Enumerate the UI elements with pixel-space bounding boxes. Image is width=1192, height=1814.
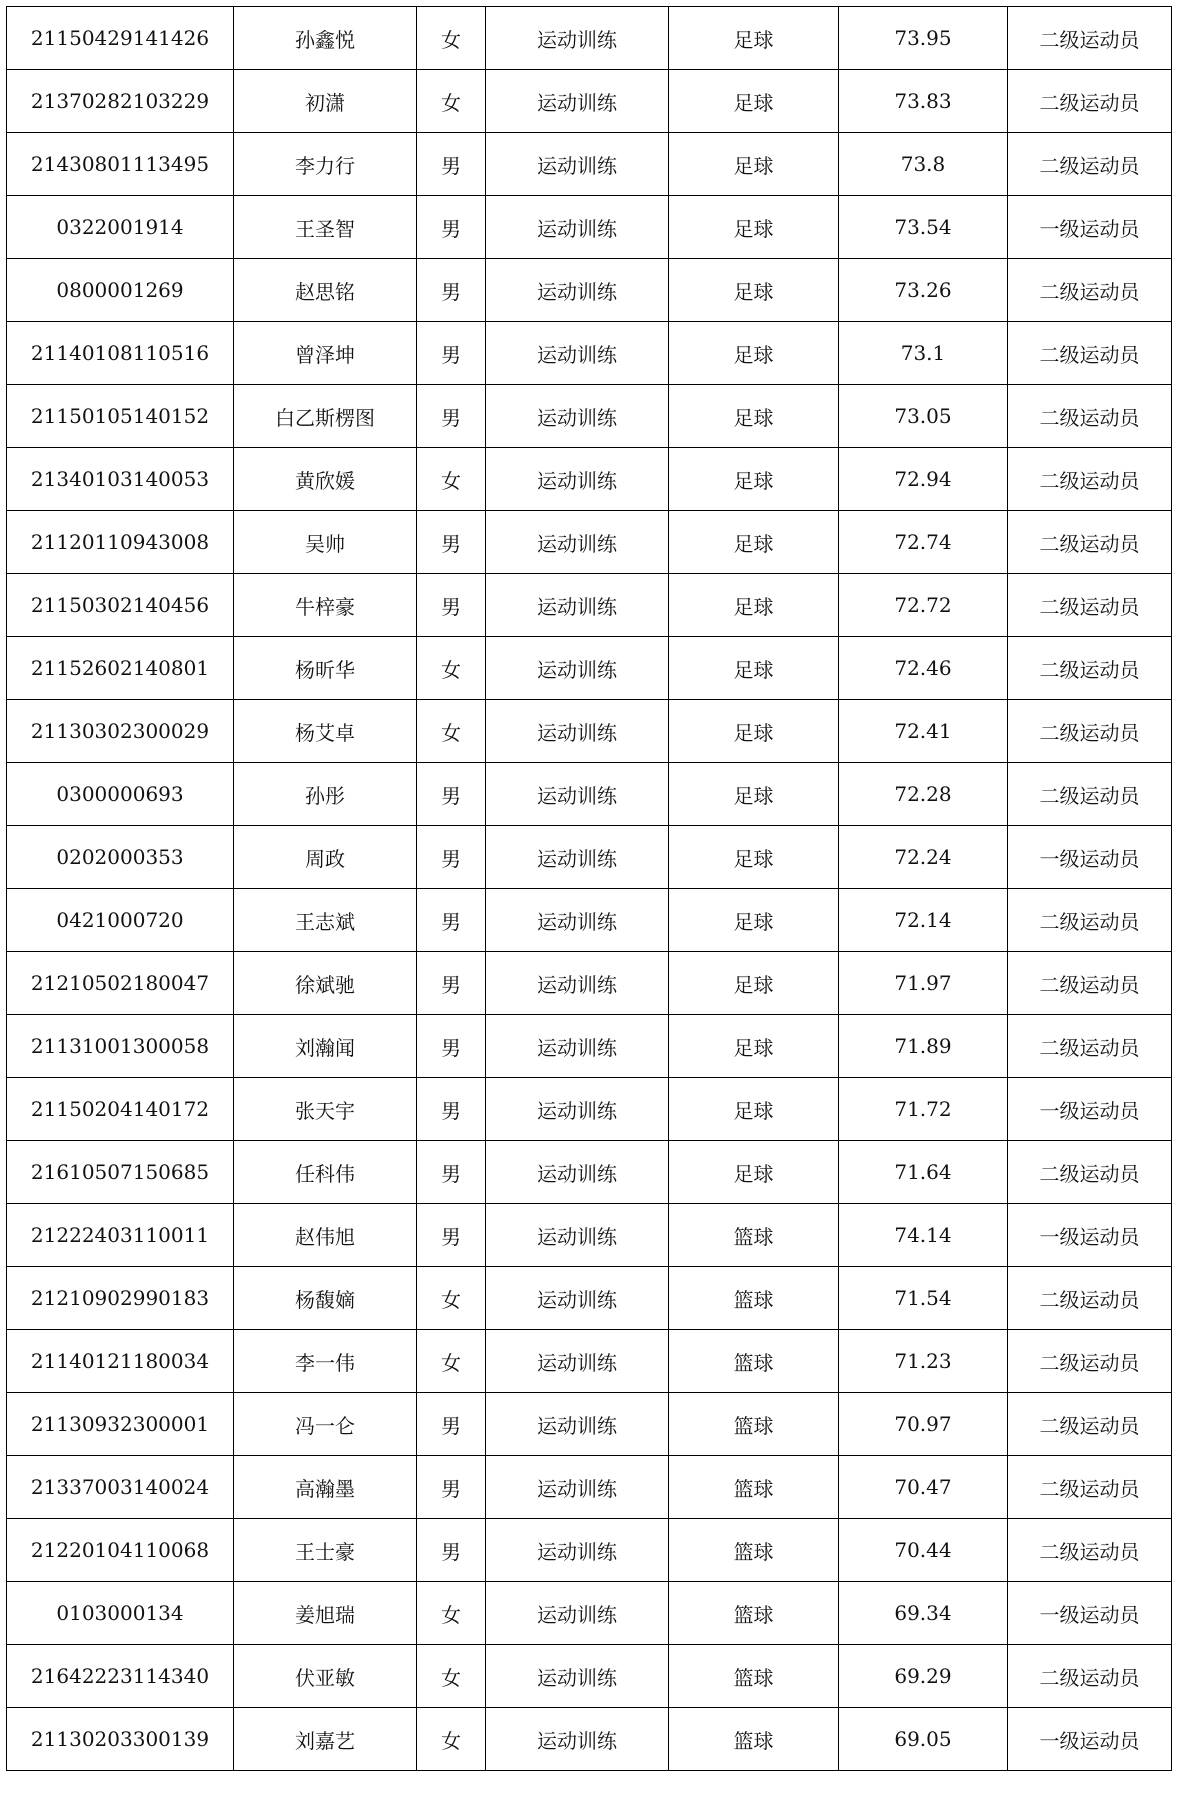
name-cell: 王士豪: [234, 1519, 417, 1582]
major-cell: 运动训练: [486, 1141, 669, 1204]
sport-cell: 足球: [669, 196, 839, 259]
name-cell: 杨昕华: [234, 637, 417, 700]
candidate-id-cell: 21130932300001: [7, 1393, 234, 1456]
table-row: [7, 448, 1172, 511]
gender-cell: 女: [417, 700, 486, 763]
major-cell: 运动训练: [486, 574, 669, 637]
athlete-level-cell: 一级运动员: [1008, 1708, 1172, 1771]
sport-cell: 篮球: [669, 1330, 839, 1393]
gender-cell: 男: [417, 385, 486, 448]
table-body: [7, 7, 1172, 1771]
sport-cell: 篮球: [669, 1519, 839, 1582]
name-cell: 刘嘉艺: [234, 1708, 417, 1771]
candidate-id-cell: 21220104110068: [7, 1519, 234, 1582]
major-cell: 运动训练: [486, 1456, 669, 1519]
sport-cell: 足球: [669, 1015, 839, 1078]
gender-cell: 男: [417, 322, 486, 385]
table-row: [7, 574, 1172, 637]
candidate-id-cell: 21131001300058: [7, 1015, 234, 1078]
score-cell: 73.1: [839, 322, 1008, 385]
athlete-level-cell: 二级运动员: [1008, 1015, 1172, 1078]
athlete-level-cell: 二级运动员: [1008, 952, 1172, 1015]
athlete-level-cell: 二级运动员: [1008, 700, 1172, 763]
table-row: [7, 385, 1172, 448]
gender-cell: 男: [417, 952, 486, 1015]
athlete-level-cell: 二级运动员: [1008, 1456, 1172, 1519]
sport-cell: 篮球: [669, 1267, 839, 1330]
table-row: [7, 133, 1172, 196]
score-cell: 72.72: [839, 574, 1008, 637]
gender-cell: 男: [417, 826, 486, 889]
major-cell: 运动训练: [486, 1708, 669, 1771]
table-row: [7, 1645, 1172, 1708]
athlete-level-cell: 二级运动员: [1008, 70, 1172, 133]
score-cell: 71.89: [839, 1015, 1008, 1078]
gender-cell: 男: [417, 133, 486, 196]
candidate-id-cell: 21150302140456: [7, 574, 234, 637]
candidate-id-cell: 21430801113495: [7, 133, 234, 196]
major-cell: 运动训练: [486, 196, 669, 259]
major-cell: 运动训练: [486, 448, 669, 511]
sport-cell: 足球: [669, 259, 839, 322]
score-cell: 73.83: [839, 70, 1008, 133]
major-cell: 运动训练: [486, 700, 669, 763]
table-row: [7, 259, 1172, 322]
athlete-level-cell: 二级运动员: [1008, 889, 1172, 952]
major-cell: 运动训练: [486, 511, 669, 574]
table-row: [7, 1078, 1172, 1141]
athlete-level-cell: 二级运动员: [1008, 637, 1172, 700]
athlete-level-cell: 二级运动员: [1008, 1267, 1172, 1330]
candidate-id-cell: 21120110943008: [7, 511, 234, 574]
score-cell: 73.54: [839, 196, 1008, 259]
gender-cell: 男: [417, 511, 486, 574]
major-cell: 运动训练: [486, 385, 669, 448]
score-cell: 73.26: [839, 259, 1008, 322]
table-row: [7, 1456, 1172, 1519]
gender-cell: 女: [417, 1645, 486, 1708]
major-cell: 运动训练: [486, 1330, 669, 1393]
candidate-id-cell: 21222403110011: [7, 1204, 234, 1267]
name-cell: 孙彤: [234, 763, 417, 826]
gender-cell: 男: [417, 889, 486, 952]
athlete-level-cell: 二级运动员: [1008, 1141, 1172, 1204]
major-cell: 运动训练: [486, 826, 669, 889]
candidate-id-cell: 21140108110516: [7, 322, 234, 385]
major-cell: 运动训练: [486, 1645, 669, 1708]
table-row: [7, 1330, 1172, 1393]
name-cell: 冯一仑: [234, 1393, 417, 1456]
gender-cell: 男: [417, 259, 486, 322]
candidate-id-cell: 21337003140024: [7, 1456, 234, 1519]
name-cell: 黄欣媛: [234, 448, 417, 511]
sport-cell: 足球: [669, 763, 839, 826]
gender-cell: 女: [417, 1582, 486, 1645]
score-cell: 71.23: [839, 1330, 1008, 1393]
major-cell: 运动训练: [486, 637, 669, 700]
candidate-id-cell: 21210502180047: [7, 952, 234, 1015]
score-cell: 73.8: [839, 133, 1008, 196]
sport-cell: 足球: [669, 637, 839, 700]
table-row: [7, 700, 1172, 763]
table-row: [7, 763, 1172, 826]
major-cell: 运动训练: [486, 133, 669, 196]
athlete-level-cell: 二级运动员: [1008, 322, 1172, 385]
name-cell: 任科伟: [234, 1141, 417, 1204]
name-cell: 孙鑫悦: [234, 7, 417, 70]
table-row: [7, 1141, 1172, 1204]
table-row: [7, 7, 1172, 70]
candidate-id-cell: 21140121180034: [7, 1330, 234, 1393]
name-cell: 伏亚敏: [234, 1645, 417, 1708]
name-cell: 杨馥嫡: [234, 1267, 417, 1330]
table-row: [7, 1015, 1172, 1078]
name-cell: 姜旭瑞: [234, 1582, 417, 1645]
candidate-id-cell: 21150105140152: [7, 385, 234, 448]
athlete-level-cell: 二级运动员: [1008, 7, 1172, 70]
gender-cell: 女: [417, 1708, 486, 1771]
sport-cell: 足球: [669, 952, 839, 1015]
sport-cell: 篮球: [669, 1204, 839, 1267]
name-cell: 杨艾卓: [234, 700, 417, 763]
sport-cell: 足球: [669, 322, 839, 385]
candidate-id-cell: 0103000134: [7, 1582, 234, 1645]
table-row: [7, 196, 1172, 259]
table-row: [7, 1204, 1172, 1267]
candidate-id-cell: 21340103140053: [7, 448, 234, 511]
score-cell: 71.72: [839, 1078, 1008, 1141]
table-row: [7, 889, 1172, 952]
score-cell: 70.47: [839, 1456, 1008, 1519]
major-cell: 运动训练: [486, 763, 669, 826]
sport-cell: 足球: [669, 385, 839, 448]
score-cell: 72.41: [839, 700, 1008, 763]
candidate-id-cell: 21210902990183: [7, 1267, 234, 1330]
major-cell: 运动训练: [486, 1204, 669, 1267]
candidate-id-cell: 0300000693: [7, 763, 234, 826]
score-cell: 69.29: [839, 1645, 1008, 1708]
gender-cell: 男: [417, 1078, 486, 1141]
athlete-level-cell: 二级运动员: [1008, 385, 1172, 448]
score-cell: 71.54: [839, 1267, 1008, 1330]
table-row: [7, 1708, 1172, 1771]
table-row: [7, 952, 1172, 1015]
score-cell: 72.94: [839, 448, 1008, 511]
score-cell: 71.97: [839, 952, 1008, 1015]
score-cell: 69.34: [839, 1582, 1008, 1645]
score-cell: 72.74: [839, 511, 1008, 574]
athlete-level-cell: 二级运动员: [1008, 1330, 1172, 1393]
athlete-level-cell: 一级运动员: [1008, 1078, 1172, 1141]
score-cell: 72.24: [839, 826, 1008, 889]
candidate-id-cell: 0421000720: [7, 889, 234, 952]
table-row: [7, 1393, 1172, 1456]
name-cell: 王圣智: [234, 196, 417, 259]
score-cell: 72.46: [839, 637, 1008, 700]
athlete-level-cell: 一级运动员: [1008, 826, 1172, 889]
table-row: [7, 511, 1172, 574]
sport-cell: 足球: [669, 1141, 839, 1204]
major-cell: 运动训练: [486, 1015, 669, 1078]
sport-cell: 篮球: [669, 1645, 839, 1708]
sport-cell: 篮球: [669, 1582, 839, 1645]
athlete-level-cell: 一级运动员: [1008, 1582, 1172, 1645]
score-cell: 73.95: [839, 7, 1008, 70]
athlete-level-cell: 二级运动员: [1008, 574, 1172, 637]
major-cell: 运动训练: [486, 1393, 669, 1456]
name-cell: 李一伟: [234, 1330, 417, 1393]
candidate-id-cell: 21130302300029: [7, 700, 234, 763]
candidate-id-cell: 0322001914: [7, 196, 234, 259]
gender-cell: 男: [417, 1015, 486, 1078]
major-cell: 运动训练: [486, 889, 669, 952]
sport-cell: 足球: [669, 826, 839, 889]
table-row: [7, 637, 1172, 700]
candidate-id-cell: 21150429141426: [7, 7, 234, 70]
table-row: [7, 1267, 1172, 1330]
name-cell: 高瀚墨: [234, 1456, 417, 1519]
gender-cell: 男: [417, 196, 486, 259]
gender-cell: 女: [417, 448, 486, 511]
major-cell: 运动训练: [486, 322, 669, 385]
major-cell: 运动训练: [486, 1078, 669, 1141]
candidate-id-cell: 21130203300139: [7, 1708, 234, 1771]
gender-cell: 女: [417, 1267, 486, 1330]
name-cell: 张天宇: [234, 1078, 417, 1141]
major-cell: 运动训练: [486, 259, 669, 322]
athlete-level-cell: 二级运动员: [1008, 448, 1172, 511]
sport-cell: 足球: [669, 889, 839, 952]
name-cell: 刘瀚闻: [234, 1015, 417, 1078]
athlete-level-cell: 二级运动员: [1008, 1519, 1172, 1582]
sport-cell: 足球: [669, 574, 839, 637]
sport-cell: 足球: [669, 700, 839, 763]
major-cell: 运动训练: [486, 1582, 669, 1645]
candidate-id-cell: 21610507150685: [7, 1141, 234, 1204]
athlete-level-cell: 二级运动员: [1008, 1645, 1172, 1708]
athlete-level-cell: 一级运动员: [1008, 196, 1172, 259]
gender-cell: 男: [417, 574, 486, 637]
table-row: [7, 322, 1172, 385]
athlete-level-cell: 二级运动员: [1008, 511, 1172, 574]
name-cell: 吴帅: [234, 511, 417, 574]
athlete-level-cell: 二级运动员: [1008, 133, 1172, 196]
sport-cell: 足球: [669, 511, 839, 574]
athlete-level-cell: 二级运动员: [1008, 259, 1172, 322]
gender-cell: 男: [417, 1204, 486, 1267]
score-cell: 72.14: [839, 889, 1008, 952]
gender-cell: 女: [417, 70, 486, 133]
name-cell: 白乙斯楞图: [234, 385, 417, 448]
gender-cell: 男: [417, 1141, 486, 1204]
candidate-id-cell: 0202000353: [7, 826, 234, 889]
gender-cell: 男: [417, 1519, 486, 1582]
gender-cell: 男: [417, 763, 486, 826]
admission-table: [6, 6, 1172, 1771]
score-cell: 70.44: [839, 1519, 1008, 1582]
score-cell: 69.05: [839, 1708, 1008, 1771]
athlete-level-cell: 二级运动员: [1008, 763, 1172, 826]
table-row: [7, 1582, 1172, 1645]
score-cell: 74.14: [839, 1204, 1008, 1267]
table-row: [7, 1519, 1172, 1582]
table-row: [7, 826, 1172, 889]
sport-cell: 篮球: [669, 1393, 839, 1456]
gender-cell: 男: [417, 1456, 486, 1519]
name-cell: 周政: [234, 826, 417, 889]
athlete-level-cell: 一级运动员: [1008, 1204, 1172, 1267]
candidate-id-cell: 21642223114340: [7, 1645, 234, 1708]
name-cell: 牛梓豪: [234, 574, 417, 637]
score-cell: 72.28: [839, 763, 1008, 826]
gender-cell: 男: [417, 1393, 486, 1456]
name-cell: 徐斌驰: [234, 952, 417, 1015]
sport-cell: 篮球: [669, 1708, 839, 1771]
major-cell: 运动训练: [486, 7, 669, 70]
gender-cell: 女: [417, 7, 486, 70]
score-cell: 71.64: [839, 1141, 1008, 1204]
candidate-id-cell: 21152602140801: [7, 637, 234, 700]
sport-cell: 足球: [669, 70, 839, 133]
name-cell: 赵思铭: [234, 259, 417, 322]
gender-cell: 女: [417, 637, 486, 700]
candidate-id-cell: 0800001269: [7, 259, 234, 322]
sport-cell: 足球: [669, 133, 839, 196]
name-cell: 赵伟旭: [234, 1204, 417, 1267]
name-cell: 李力行: [234, 133, 417, 196]
score-cell: 70.97: [839, 1393, 1008, 1456]
sport-cell: 篮球: [669, 1456, 839, 1519]
candidate-id-cell: 21370282103229: [7, 70, 234, 133]
name-cell: 初潇: [234, 70, 417, 133]
sport-cell: 足球: [669, 1078, 839, 1141]
sport-cell: 足球: [669, 448, 839, 511]
major-cell: 运动训练: [486, 952, 669, 1015]
major-cell: 运动训练: [486, 1267, 669, 1330]
name-cell: 王志斌: [234, 889, 417, 952]
score-cell: 73.05: [839, 385, 1008, 448]
major-cell: 运动训练: [486, 70, 669, 133]
sport-cell: 足球: [669, 7, 839, 70]
gender-cell: 女: [417, 1330, 486, 1393]
major-cell: 运动训练: [486, 1519, 669, 1582]
athlete-level-cell: 二级运动员: [1008, 1393, 1172, 1456]
candidate-id-cell: 21150204140172: [7, 1078, 234, 1141]
name-cell: 曾泽坤: [234, 322, 417, 385]
table-row: [7, 70, 1172, 133]
